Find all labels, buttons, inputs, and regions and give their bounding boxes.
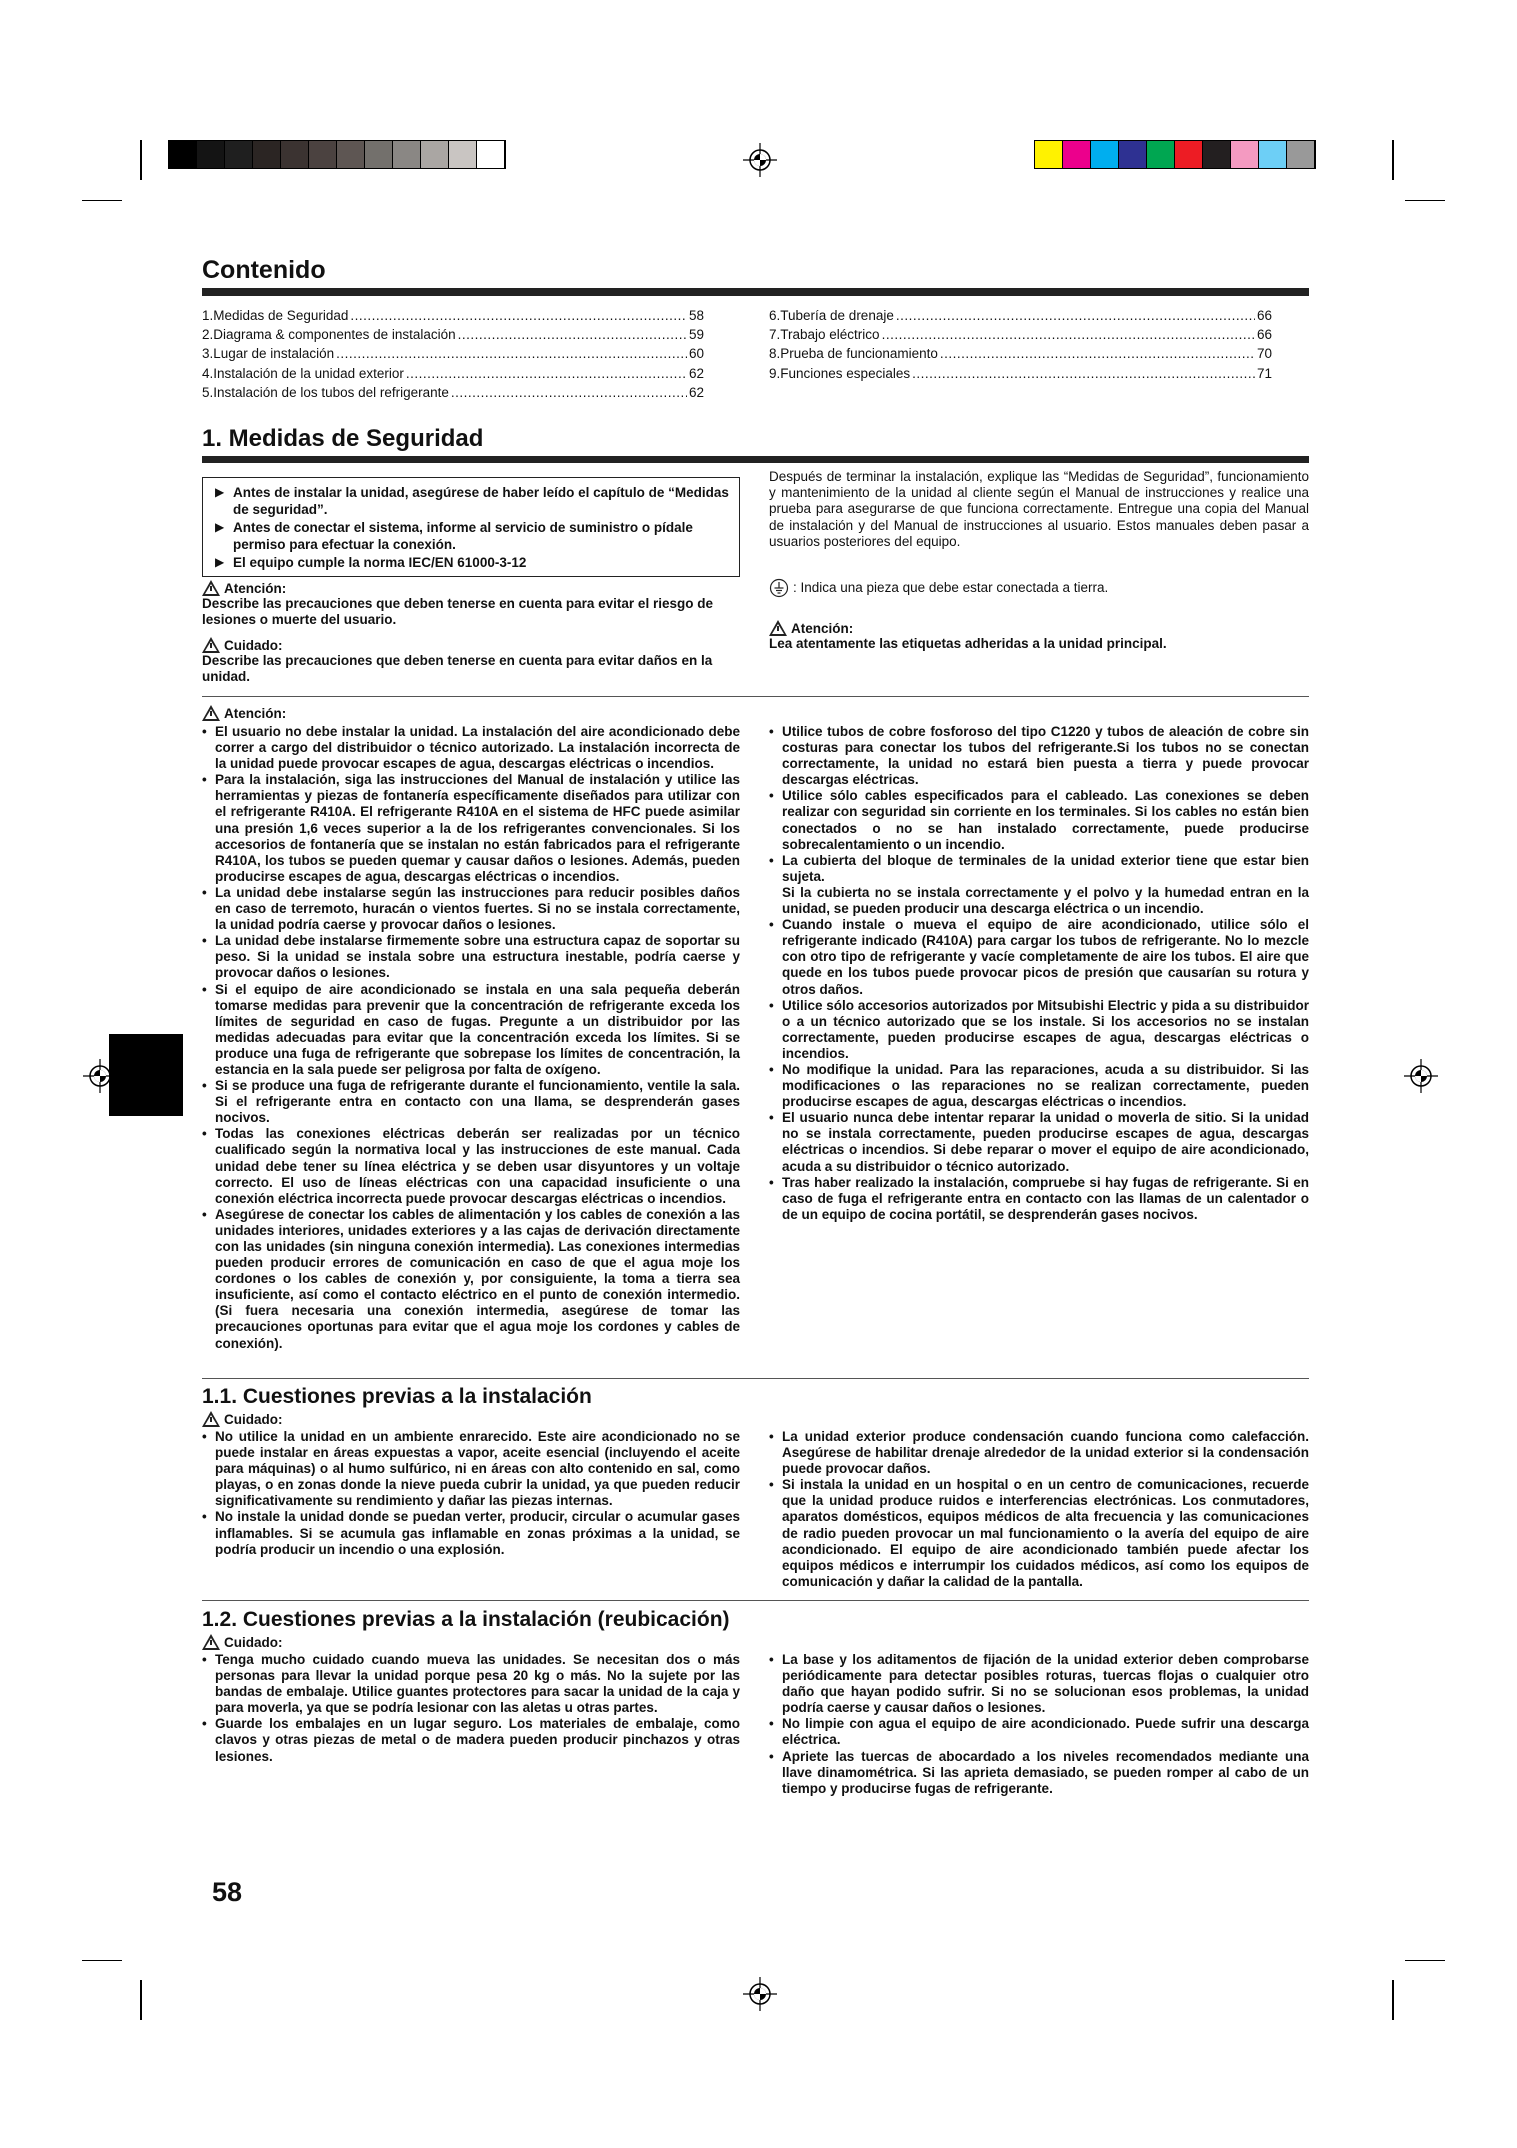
color-patch bbox=[309, 141, 337, 168]
color-patch bbox=[169, 141, 197, 168]
precautions-list-left bbox=[202, 1429, 740, 1558]
color-patch bbox=[197, 141, 225, 168]
color-patch bbox=[337, 141, 365, 168]
entry-number: 6. bbox=[769, 308, 781, 323]
contents-entry bbox=[769, 306, 1272, 325]
entry-title: Tubería de drenaje bbox=[780, 308, 894, 323]
color-patch bbox=[1259, 141, 1287, 168]
bullet-item: • La base y los aditamentos de fijación de la unidad exterior deben comprobarse periódicamente para detectar posibles roturas, tuercas flojas o cualquier otro daño que hayan podido sufrir. Si no se solucionan esos problemas, la unidad podría caerse y causar daños o lesiones. bbox=[769, 1652, 1309, 1716]
bullet-continuation: Si la cubierta no se instala correctamente y el polvo y la humedad entran en la unidad, se pueden producir una descarga eléctrica o un incendio. bbox=[782, 884, 1309, 917]
crop-mark bbox=[140, 1980, 142, 2020]
contents-list-left bbox=[202, 306, 704, 402]
contents-entry bbox=[202, 325, 704, 344]
warnings-list-left bbox=[202, 724, 740, 1352]
dot-leader bbox=[406, 364, 687, 383]
notice-item: ▶ Antes de conectar el sistema, informe al servicio de suministro o pídale permiso para efectuar la conexión. bbox=[215, 519, 731, 553]
warning-triangle-icon bbox=[202, 580, 220, 596]
contents-rule bbox=[202, 288, 1309, 296]
entry-page: 66 bbox=[1256, 327, 1272, 343]
warning-triangle-icon bbox=[202, 705, 220, 721]
grayscale-calibration-bar bbox=[168, 140, 506, 169]
cuidado-heading: Cuidado: bbox=[202, 1634, 283, 1650]
entry-page: 59 bbox=[688, 327, 704, 343]
cuidado-label: Cuidado: bbox=[224, 637, 283, 653]
contents-entry bbox=[769, 325, 1272, 344]
precautions-list-right bbox=[769, 1429, 1309, 1590]
entry-page: 60 bbox=[688, 346, 704, 362]
warning-triangle-icon bbox=[202, 1411, 220, 1427]
bullet-item: • Cuando instale o mueva el equipo de aire acondicionado, utilice sólo el refrigerante indicado (R410A) para cargar los tubos de refrigerante. No lo mezcle con otro tipo de refrigerante y vacíe completamente de aire los tubos. El aire que quede en los tubos puede provocar picos de presión que causarían su rotura y otros daños. bbox=[769, 917, 1309, 997]
color-patch bbox=[1119, 141, 1147, 168]
bullet-item: • Si el equipo de aire acondicionado se instala en una sala pequeña deberán tomarse medidas para prevenir que la concentración de refrigerante exceda los límites de seguridad en caso de fugas. Pregunte a un distribuidor por las medidas adecuadas para evitar que la concentración exceda los límites. Si se produce una fuga de refrigerante que sobrepase los límites de concentración, la estancia en la sala puede ser peligrosa por falta de oxígeno. bbox=[202, 982, 740, 1079]
entry-number: 9. bbox=[769, 365, 781, 381]
bullet-item: • Utilice tubos de cobre fosforoso del tipo C1220 y tubos de aleación de cobre sin costuras para conectar los tubos del refrigerante.Si los tubos no se conectan correctamente, la unidad no estará bien puesta a tierra y puede provocar descargas eléctricas. bbox=[769, 724, 1309, 788]
ground-text: : Indica una pieza que debe estar conectada a tierra. bbox=[793, 579, 1109, 595]
subsection-title: 1.2. Cuestiones previas a la instalación (reubicación) bbox=[202, 1608, 730, 1631]
bullet-item: • Guarde los embalajes en un lugar seguro. Los materiales de embalaje, como clavos y otras piezas de metal o de madera pueden producir pinchazos y otras lesiones. bbox=[202, 1716, 740, 1764]
bullet-item: • Asegúrese de conectar los cables de alimentación y los cables de conexión a las unidades interiores, unidades exteriores y a las cajas de derivación directamente con las unidades (sin ninguna conexión intermedia). Las conexiones intermedias pueden producir errores de comunicación en caso de que el agua moje los cordones o los cables de conexión y, por consiguiente, la toma a tierra sea insuficiente, así como el contacto eléctrico en el punto de conexión intermedio. (Si fuera necesaria una conexión intermedia, asegúrese de tomar las precauciones oportunas para evitar que el agua moje los cordones y cables de conexión). bbox=[202, 1207, 740, 1352]
entry-title: Lugar de instalación bbox=[213, 346, 335, 362]
entry-number: 4. bbox=[202, 365, 214, 381]
registration-mark-icon bbox=[1404, 1059, 1438, 1093]
bullet-item: • Para la instalación, siga las instrucciones del Manual de instalación y utilice las herramientas y piezas de fontanería específicamente diseñados para utilizar con el refrigerante R410A. El refrigerante R410A en el sistema de HFC puede asimilar una presión 1,6 veces superior a la de los refrigerantes convencionales. Si los accesorios de fontanería que se instalan no están fabricados para el refrigerante R410A, los tubos se pueden quemar y causar daños o lesiones. Además, pueden producirse escapes de agua, descargas eléctricas o incendios. bbox=[202, 772, 740, 885]
entry-title: Trabajo eléctrico bbox=[780, 327, 880, 343]
color-patch bbox=[225, 141, 253, 168]
atencion-text: Describe las precauciones que deben tenerse en cuenta para evitar el riesgo de lesiones o muerte del usuario. bbox=[202, 596, 713, 628]
bullet-item: • No modifique la unidad. Para las reparaciones, acuda a su distribuidor. Si las modificaciones o las reparaciones no se realizan correctamente, pueden producirse escapes de agua, descargas eléctricas o incendios. bbox=[769, 1062, 1309, 1110]
contents-entry bbox=[202, 344, 704, 363]
entry-page: 58 bbox=[688, 308, 704, 323]
atencion-labels-text: Lea atentamente las etiquetas adheridas a la unidad principal. bbox=[769, 636, 1167, 651]
color-patch bbox=[449, 141, 477, 168]
color-calibration-bar bbox=[1034, 140, 1316, 169]
color-patch bbox=[1091, 141, 1119, 168]
dot-leader bbox=[350, 306, 687, 325]
entry-title: Instalación de los tubos del refrigerante bbox=[213, 384, 449, 400]
warnings-list-right bbox=[769, 724, 1309, 1223]
dot-leader bbox=[458, 325, 687, 344]
color-patch bbox=[253, 141, 281, 168]
dot-leader bbox=[896, 306, 1255, 325]
entry-page: 71 bbox=[1256, 365, 1272, 381]
bullet-item: • Utilice sólo accesorios autorizados por Mitsubishi Electric y pida a su distribuidor o a un técnico autorizado que se los instale. Si los accesorios no se instalan correctamente, pueden producirse escapes de agua, descargas eléctricas o incendios. bbox=[769, 998, 1309, 1062]
registration-mark-icon bbox=[743, 1977, 777, 2011]
registration-mark-icon bbox=[743, 143, 777, 177]
color-patch bbox=[1035, 141, 1063, 168]
entry-page: 62 bbox=[688, 384, 704, 400]
bullet-item: • Tras haber realizado la instalación, compruebe si hay fugas de refrigerante. Si en caso de fuga el refrigerante entra en contacto con las llamas de un calentador o de un equipo de cocina portátil, se desprenderán gases nocivos. bbox=[769, 1175, 1309, 1223]
bullet-item: • La unidad debe instalarse según las instrucciones para reducir posibles daños en caso de terremoto, huracán o vientos fuertes. Si no se instala correctamente, la unidad podría caerse y provocar daños o lesiones. bbox=[202, 885, 740, 933]
dot-leader bbox=[912, 364, 1255, 383]
color-patch bbox=[393, 141, 421, 168]
entry-number: 5. bbox=[202, 384, 214, 400]
contents-list-right bbox=[769, 306, 1272, 383]
cuidado-definition bbox=[202, 637, 742, 685]
contents-entry bbox=[202, 306, 704, 325]
relocation-list-left bbox=[202, 1652, 740, 1765]
color-patch bbox=[281, 141, 309, 168]
crop-mark bbox=[1392, 140, 1394, 180]
bullet-item: • No utilice la unidad en un ambiente enrarecido. Este aire acondicionado no se puede instalar en áreas expuestas a vapor, aceite esencial (incluyendo el aceite para máquinas) o al humo sulfúrico, ni en áreas con alto contenido en sal, como playas, o en zonas donde la nieve pueda cubrir la unidad, ya que pueden reducir significativamente su rendimiento y dañar las piezas internas. bbox=[202, 1429, 740, 1509]
atencion-labels-note: Atención: Lea atentamente las etiquetas adheridas a la unidad principal. bbox=[769, 620, 1309, 652]
contents-entry bbox=[769, 344, 1272, 363]
divider bbox=[202, 1600, 1309, 1601]
bullet-item: • Apriete las tuercas de abocardado a los niveles recomendados mediante una llave dinamométrica. Si las aprieta demasiado, se pueden romper al cabo de un tiempo y producirse fugas de refrigerante. bbox=[769, 1749, 1309, 1797]
color-patch bbox=[1287, 141, 1315, 168]
notice-item: ▶ Antes de instalar la unidad, asegúrese de haber leído el capítulo de “Medidas de seguridad”. bbox=[215, 484, 731, 518]
color-patch bbox=[1063, 141, 1091, 168]
subsection-title: 1.1. Cuestiones previas a la instalación bbox=[202, 1385, 592, 1408]
crop-mark bbox=[140, 140, 142, 180]
entry-title: Prueba de funcionamiento bbox=[780, 346, 938, 362]
atencion-definition bbox=[202, 580, 742, 628]
entry-page: 66 bbox=[1256, 308, 1272, 323]
cuidado-heading: Cuidado: bbox=[202, 1411, 283, 1427]
divider bbox=[202, 696, 1309, 697]
entry-title: Funciones especiales bbox=[780, 365, 911, 381]
bullet-item: • Si se produce una fuga de refrigerante durante el funcionamiento, ventile la sala. Si el refrigerante entra en contacto con una llama, se desprenderán gases nocivos. bbox=[202, 1078, 740, 1126]
bullet-item: • Todas las conexiones eléctricas deberán ser realizadas por un técnico cualificado según la normativa local y las instrucciones de este manual. Cada unidad debe tener su línea eléctrica y se deben usar disyuntores y un voltaje correcto. El uso de líneas eléctricas con una capacidad insuficiente o una conexión eléctrica incorrecta puede provocar descargas eléctricas o incendios. bbox=[202, 1126, 740, 1206]
contents-entry bbox=[202, 364, 704, 383]
notice-item: ▶ El equipo cumple la norma IEC/EN 61000-3-12 bbox=[215, 554, 731, 571]
warning-triangle-icon bbox=[202, 1634, 220, 1650]
bullet-item: • La unidad exterior produce condensación cuando funciona como calefacción. Asegúrese de habilitar drenaje alrededor de la unidad exterior si la condensación puede provocar daños. bbox=[769, 1429, 1309, 1477]
bullet-item: • La unidad debe instalarse firmemente sobre una estructura capaz de soportar su peso. Si la unidad se instala sobre una estructura inestable, podría caerse y provocar daños o lesiones. bbox=[202, 933, 740, 981]
crop-mark bbox=[82, 200, 122, 201]
entry-page: 62 bbox=[688, 365, 704, 381]
bullet-item: • El usuario nunca debe intentar reparar la unidad o moverla de sitio. Si la unidad no se instala correctamente, pueden producirse escapes de agua, descargas eléctricas o incendios. Si debe reparar o mover el equipo de aire acondicionado, acuda a su distribuidor o técnico autorizado. bbox=[769, 1110, 1309, 1174]
bullet-item: • Tenga mucho cuidado cuando mueva las unidades. Se necesitan dos o más personas para llevar la unidad porque pesa 20 kg o más. No la sujete por las bandas de embalaje. Utilice guantes protectores para sacar la unidad de la caja y para moverla, ya que se podría lesionar con las aletas u otras partes. bbox=[202, 1652, 740, 1716]
entry-number: 1. bbox=[202, 308, 214, 323]
ground-symbol-icon bbox=[769, 578, 789, 598]
entry-number: 3. bbox=[202, 346, 214, 362]
entry-title: Diagrama & componentes de instalación bbox=[213, 327, 456, 343]
intro-paragraph: Después de terminar la instalación, explique las “Medidas de Seguridad”, funcionamiento y mantenimiento de la unidad al cliente según el Manual de instrucciones y realice una prueba para asegurarse de que funciona correctamente. Entregue una copia del Manual de instalación y del Manual de instrucciones al usuario. Estos manuales deben pasar a usuarios posteriores del equipo. bbox=[769, 469, 1309, 549]
color-patch bbox=[1203, 141, 1231, 168]
entry-page: 70 bbox=[1256, 346, 1272, 362]
color-patch bbox=[365, 141, 393, 168]
contents-entry bbox=[202, 383, 704, 402]
relocation-list-right bbox=[769, 1652, 1309, 1797]
section-rule bbox=[202, 456, 1309, 463]
contents-title: Contenido bbox=[202, 256, 326, 284]
bullet-item: • La cubierta del bloque de terminales de la unidad exterior tiene que estar bien sujeta. bbox=[769, 853, 1309, 885]
dot-leader bbox=[940, 344, 1255, 363]
warning-triangle-icon bbox=[202, 637, 220, 653]
section-title: 1. Medidas de Seguridad bbox=[202, 425, 484, 452]
bullet-item: • No instale la unidad donde se puedan verter, producir, circular o acumular gases inflamables. Si se acumula gas inflamable en zonas próximas a la unidad, se podría producir un incendio o una explosión. bbox=[202, 1509, 740, 1557]
atencion-label: Atención: bbox=[224, 580, 287, 596]
crop-mark bbox=[82, 1960, 122, 1961]
cuidado-text: Describe las precauciones que deben tenerse en cuenta para evitar daños en la unidad. bbox=[202, 653, 713, 685]
safety-notice-box bbox=[202, 477, 740, 577]
color-patch bbox=[421, 141, 449, 168]
crop-mark bbox=[1405, 200, 1445, 201]
crop-mark bbox=[1405, 1960, 1445, 1961]
crop-mark bbox=[1392, 1980, 1394, 2020]
bullet-item: • Utilice sólo cables especificados para el cableado. Las conexiones se deben realizar con seguridad sin corriente en los terminales. Si los cables no están bien conectados o no se han instalado correctamente, puede producirse sobrecalentamiento o un incendio. bbox=[769, 788, 1309, 852]
section-tab-marker bbox=[109, 1034, 183, 1116]
entry-title: Medidas de Seguridad bbox=[213, 308, 349, 323]
entry-number: 7. bbox=[769, 327, 781, 343]
warnings-heading: Atención: bbox=[202, 705, 286, 721]
dot-leader bbox=[451, 383, 687, 402]
dot-leader bbox=[882, 325, 1255, 344]
bullet-item: • El usuario no debe instalar la unidad. La instalación del aire acondicionado debe correr a cargo del distribuidor o técnico autorizado. La instalación incorrecta de la unidad puede provocar escapes de agua, descargas eléctricas o incendios. bbox=[202, 724, 740, 772]
entry-title: Instalación de la unidad exterior bbox=[213, 365, 404, 381]
color-patch bbox=[1147, 141, 1175, 168]
contents-entry bbox=[769, 364, 1272, 383]
color-patch bbox=[1231, 141, 1259, 168]
bullet-item: • No limpie con agua el equipo de aire acondicionado. Puede sufrir una descarga eléctrica. bbox=[769, 1716, 1309, 1748]
bullet-item: • Si instala la unidad en un hospital o en un centro de comunicaciones, recuerde que la unidad produce ruidos e interferencias electrónicas. Los conmutadores, aparatos domésticos, equipos médicos de alta frecuencia y las comunicaciones de radio pueden provocar un mal funcionamiento o la avería del equipo de aire acondicionado. El equipo de aire acondicionado también puede afectar los equipos médicos e interrumpir los cuidados médicos, así como los equipos de comunicación y dañar la calidad de la pantalla. bbox=[769, 1477, 1309, 1590]
entry-number: 8. bbox=[769, 346, 781, 362]
ground-note bbox=[769, 578, 1309, 598]
color-patch bbox=[1175, 141, 1203, 168]
warning-triangle-icon bbox=[769, 620, 787, 636]
entry-number: 2. bbox=[202, 327, 214, 343]
color-patch bbox=[477, 141, 505, 168]
dot-leader bbox=[336, 344, 687, 363]
divider bbox=[202, 1378, 1309, 1379]
page-number: 58 bbox=[212, 1877, 243, 1907]
